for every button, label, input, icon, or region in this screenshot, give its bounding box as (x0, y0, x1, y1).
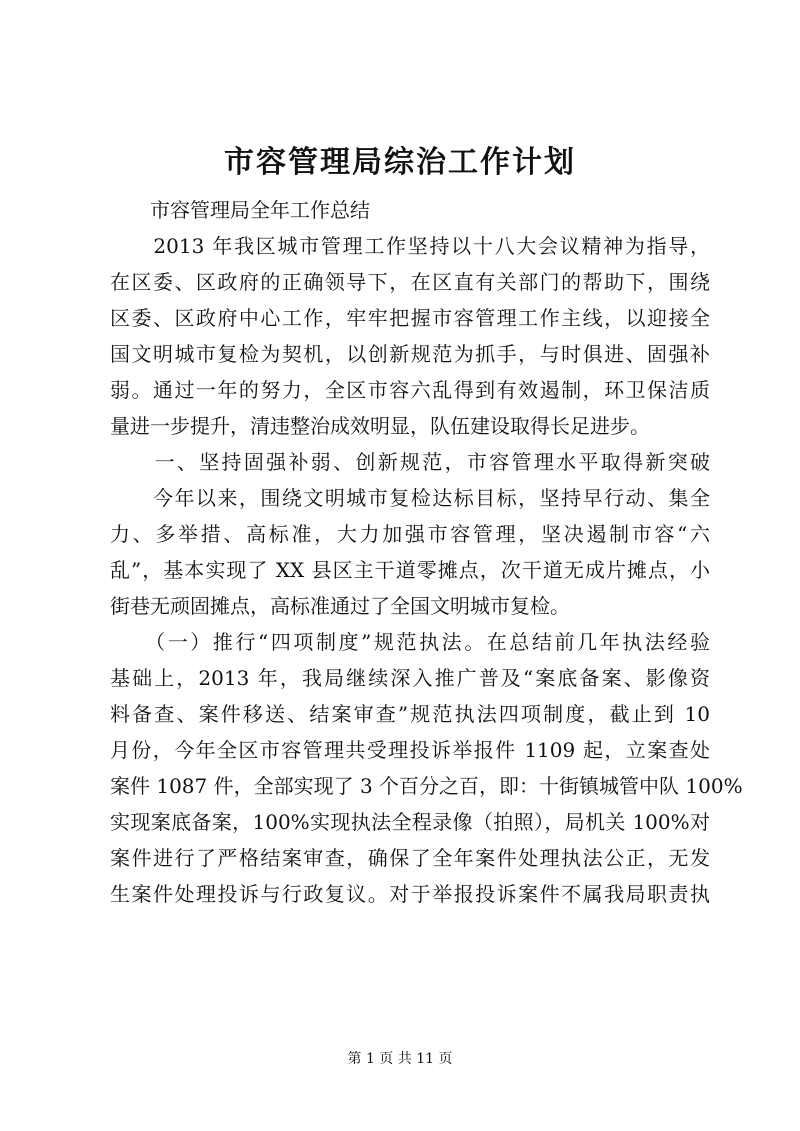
text-line: 量进一步提升，清违整治成效明显，队伍建设取得长足进步。 (110, 414, 650, 438)
text-line: 在区委、区政府的正确领导下，在区直有关部门的帮助下，围绕 (110, 270, 710, 294)
text-line: 弱。通过一年的努力，全区市容六乱得到有效遏制，环卫保洁质 (110, 378, 710, 402)
page-footer: 第 1 页 共 11 页 (347, 1051, 453, 1067)
text-line: 生案件处理投诉与行政复议。对于举报投诉案件不属我局职责执 (110, 882, 710, 906)
text-line: 街巷无顽固摊点，高标准通过了全国文明城市复检。 (110, 594, 570, 618)
text-line: 今年以来，围绕文明城市复检达标目标，坚持早行动、集全 (110, 486, 710, 510)
text-line: 料备查、案件移送、结案审查”规范执法四项制度，截止到 10 (110, 702, 710, 726)
text-line: 国文明城市复检为契机，以创新规范为抓手，与时俱进、固强补 (110, 342, 710, 366)
document-title: 市容管理局综治工作计划 (224, 145, 576, 180)
document-body (110, 192, 743, 912)
text-line: 力、多举措、高标准，大力加强市容管理，坚决遏制市容“六 (110, 522, 710, 546)
text-line: 2013 年我区城市管理工作坚持以十八大会议精神为指导， (110, 234, 710, 258)
text-line: 区委、区政府中心工作，牢牢把握市容管理工作主线，以迎接全 (110, 306, 710, 330)
text-line: 案件进行了严格结案审查，确保了全年案件处理执法公正，无发 (110, 846, 710, 870)
text-line: 月份，今年全区市容管理共受理投诉举报件 1109 起，立案查处 (110, 738, 710, 762)
text-line: 实现案底备案，100%实现执法全程录像（拍照），局机关 100%对 (110, 810, 710, 834)
text-line: 案件 1087 件，全部实现了 3 个百分之百，即：十街镇城管中队 100% (110, 774, 743, 798)
text-line: （一）推行“四项制度”规范执法。在总结前几年执法经验 (110, 630, 710, 654)
text-line: 乱”，基本实现了 XX 县区主干道零摊点，次干道无成片摊点，小 (110, 558, 710, 582)
text-line: 基础上，2013 年，我局继续深入推广普及“案底备案、影像资 (110, 666, 710, 690)
text-line: 一、坚持固强补弱、创新规范，市容管理水平取得新突破 (110, 450, 710, 474)
text-line: 市容管理局全年工作总结 (110, 198, 370, 222)
